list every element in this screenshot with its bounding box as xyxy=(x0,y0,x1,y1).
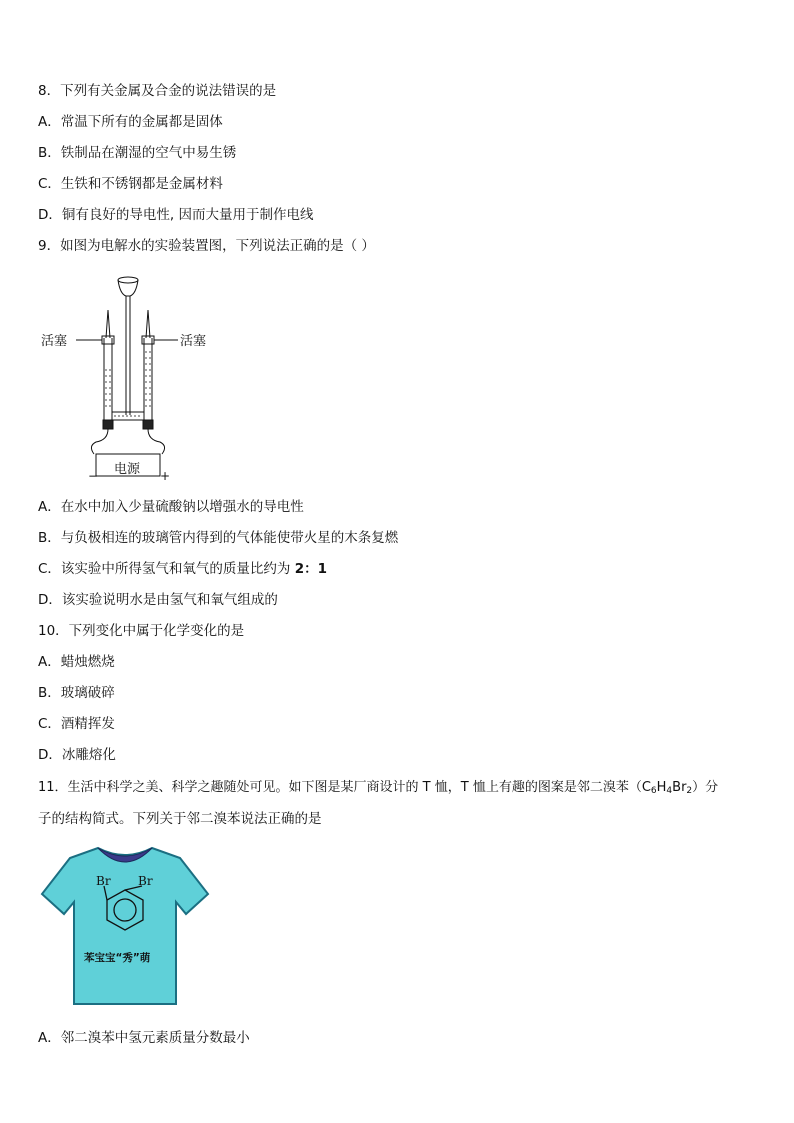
negative-terminal-sign: − xyxy=(88,469,99,483)
formula-h: H xyxy=(656,780,667,795)
question-10-stem: 10．下列变化中属于化学变化的是 xyxy=(38,623,245,639)
question-11-stem-part-1: 11．生活中科学之美、科学之趣随处可见。如下图是某厂商设计的 T 恤，T 恤上有趣的图案是邻二溴苯（C xyxy=(38,780,651,795)
question-8-option-c: C．生铁和不锈钢都是金属材料 xyxy=(38,176,223,192)
question-9-stem: 9．如图为电解水的实验装置图，下列说法正确的是（ ） xyxy=(38,238,375,254)
question-10-option-b: B．玻璃破碎 xyxy=(38,685,115,701)
question-9-option-c xyxy=(38,560,327,578)
question-10-option-d: D．冰雕熔化 xyxy=(38,747,116,763)
bromine-label-right: Br xyxy=(138,874,153,888)
mass-ratio: 2：1 xyxy=(294,561,328,577)
question-11-option-a: A．邻二溴苯中氢元素质量分数最小 xyxy=(38,1030,250,1046)
formula-sub-4: 4 xyxy=(666,786,673,796)
formula-br: Br xyxy=(672,780,687,795)
electrolysis-apparatus-drawing xyxy=(38,270,238,485)
bromine-label-left: Br xyxy=(96,874,111,888)
tshirt-drawing xyxy=(40,842,210,1010)
positive-terminal-sign: + xyxy=(160,469,171,483)
formula-sub-6: 6 xyxy=(650,786,657,796)
stopcock-label-left: 活塞 xyxy=(41,334,68,349)
question-10-option-a: A．蜡烛燃烧 xyxy=(38,654,115,670)
question-9-option-b: B．与负极相连的玻璃管内得到的气体能使带火星的木条复燃 xyxy=(38,530,399,546)
formula-sub-2: 2 xyxy=(686,786,693,796)
question-9-option-a: A．在水中加入少量硫酸钠以增强水的导电性 xyxy=(38,499,304,515)
question-8-option-a: A．常温下所有的金属都是固体 xyxy=(38,114,223,130)
question-8-stem: 8．下列有关金属及合金的说法错误的是 xyxy=(38,83,277,99)
stopcock-label-right: 活塞 xyxy=(180,334,207,349)
question-8-option-d: D．铜有良好的导电性, 因而大量用于制作电线 xyxy=(38,207,314,223)
question-10-option-c: C．酒精挥发 xyxy=(38,716,115,732)
question-9-option-d: D．该实验说明水是由氢气和氧气组成的 xyxy=(38,592,278,608)
tshirt-slogan: 苯宝宝“秀”萌 xyxy=(84,952,151,964)
power-supply-label: 电源 xyxy=(114,462,141,477)
question-8-option-b: B．铁制品在潮湿的空气中易生锈 xyxy=(38,145,237,161)
question-11-stem-line-2: 子的结构简式。下列关于邻二溴苯说法正确的是 xyxy=(38,811,322,827)
question-11-stem-line-1 xyxy=(38,779,718,797)
question-11-stem-part-2: ）分 xyxy=(692,780,719,795)
electrolysis-apparatus-figure xyxy=(38,270,238,485)
question-9-option-c-text: C．该实验中所得氢气和氧气的质量比约为 xyxy=(38,561,291,577)
tshirt-figure xyxy=(40,842,210,1010)
